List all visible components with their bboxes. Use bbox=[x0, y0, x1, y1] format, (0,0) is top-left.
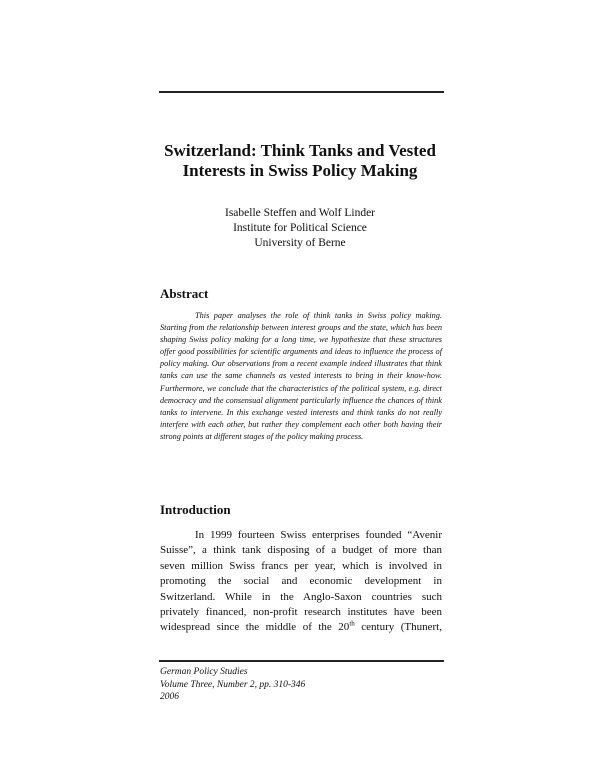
author-university: University of Berne bbox=[254, 237, 346, 249]
intro-line: promoting the social and economic development in bbox=[160, 575, 442, 588]
journal-name: German Policy Studies bbox=[160, 667, 248, 677]
intro-last-before: widespread since the middle of the 20 bbox=[160, 621, 350, 634]
author-block bbox=[140, 206, 460, 251]
journal-year: 2006 bbox=[160, 692, 179, 702]
author-institute: Institute for Political Science bbox=[233, 222, 367, 234]
introduction-heading: Introduction bbox=[160, 502, 231, 517]
author-names: Isabelle Steffen and Wolf Linder bbox=[224, 207, 376, 219]
journal-volume: Volume Three, Number 2, pp. 310-346 bbox=[160, 679, 306, 690]
abstract-heading: Abstract bbox=[160, 286, 209, 301]
title-line-1: Switzerland: Think Tanks and Vested bbox=[164, 141, 436, 160]
intro-line: privately financed, non-profit research institutes have been bbox=[160, 606, 442, 619]
paper-title bbox=[140, 141, 460, 181]
intro-superscript: th bbox=[349, 619, 355, 628]
intro-line-last bbox=[160, 620, 442, 635]
intro-line: Suisse”, a think tank disposing of a budget of more than bbox=[160, 544, 442, 557]
journal-footer bbox=[160, 666, 305, 704]
intro-line: In 1999 fourteen Swiss enterprises founded “Avenir bbox=[195, 529, 442, 541]
top-rule bbox=[159, 91, 444, 93]
introduction-body bbox=[160, 528, 442, 636]
intro-last-after: century (Thunert, bbox=[354, 621, 442, 634]
title-line-2: Interests in Swiss Policy Making bbox=[182, 161, 418, 180]
intro-line: Switzerland. While in the Anglo-Saxon countries such bbox=[160, 590, 442, 603]
abstract-body: This paper analyses the role of think tanks in Swiss policy making. Starting from the relationship between interest groups and the state, which has been shaping Swiss policy making for a long time, we hypothesize that these structures offer good possibilities for scientific arguments and ideas to influence the process of policy making. Our observations from a recent example indeed illustrates that think tanks can use the same channels as vested interests to bring in their know-how. Furthermore, we conclude that the characteristics of the political system, e.g. direct democracy and the consensual alignment particularly influence the chances of think tanks to intervene. In this exchange vested interests and think tanks do not really interfere with each other, but rather they complement each other both having their strong points at different stages of the policy making process. bbox=[160, 311, 442, 441]
footer-rule bbox=[159, 660, 444, 662]
intro-line: seven million Swiss francs per year, which is involved in bbox=[160, 559, 442, 572]
